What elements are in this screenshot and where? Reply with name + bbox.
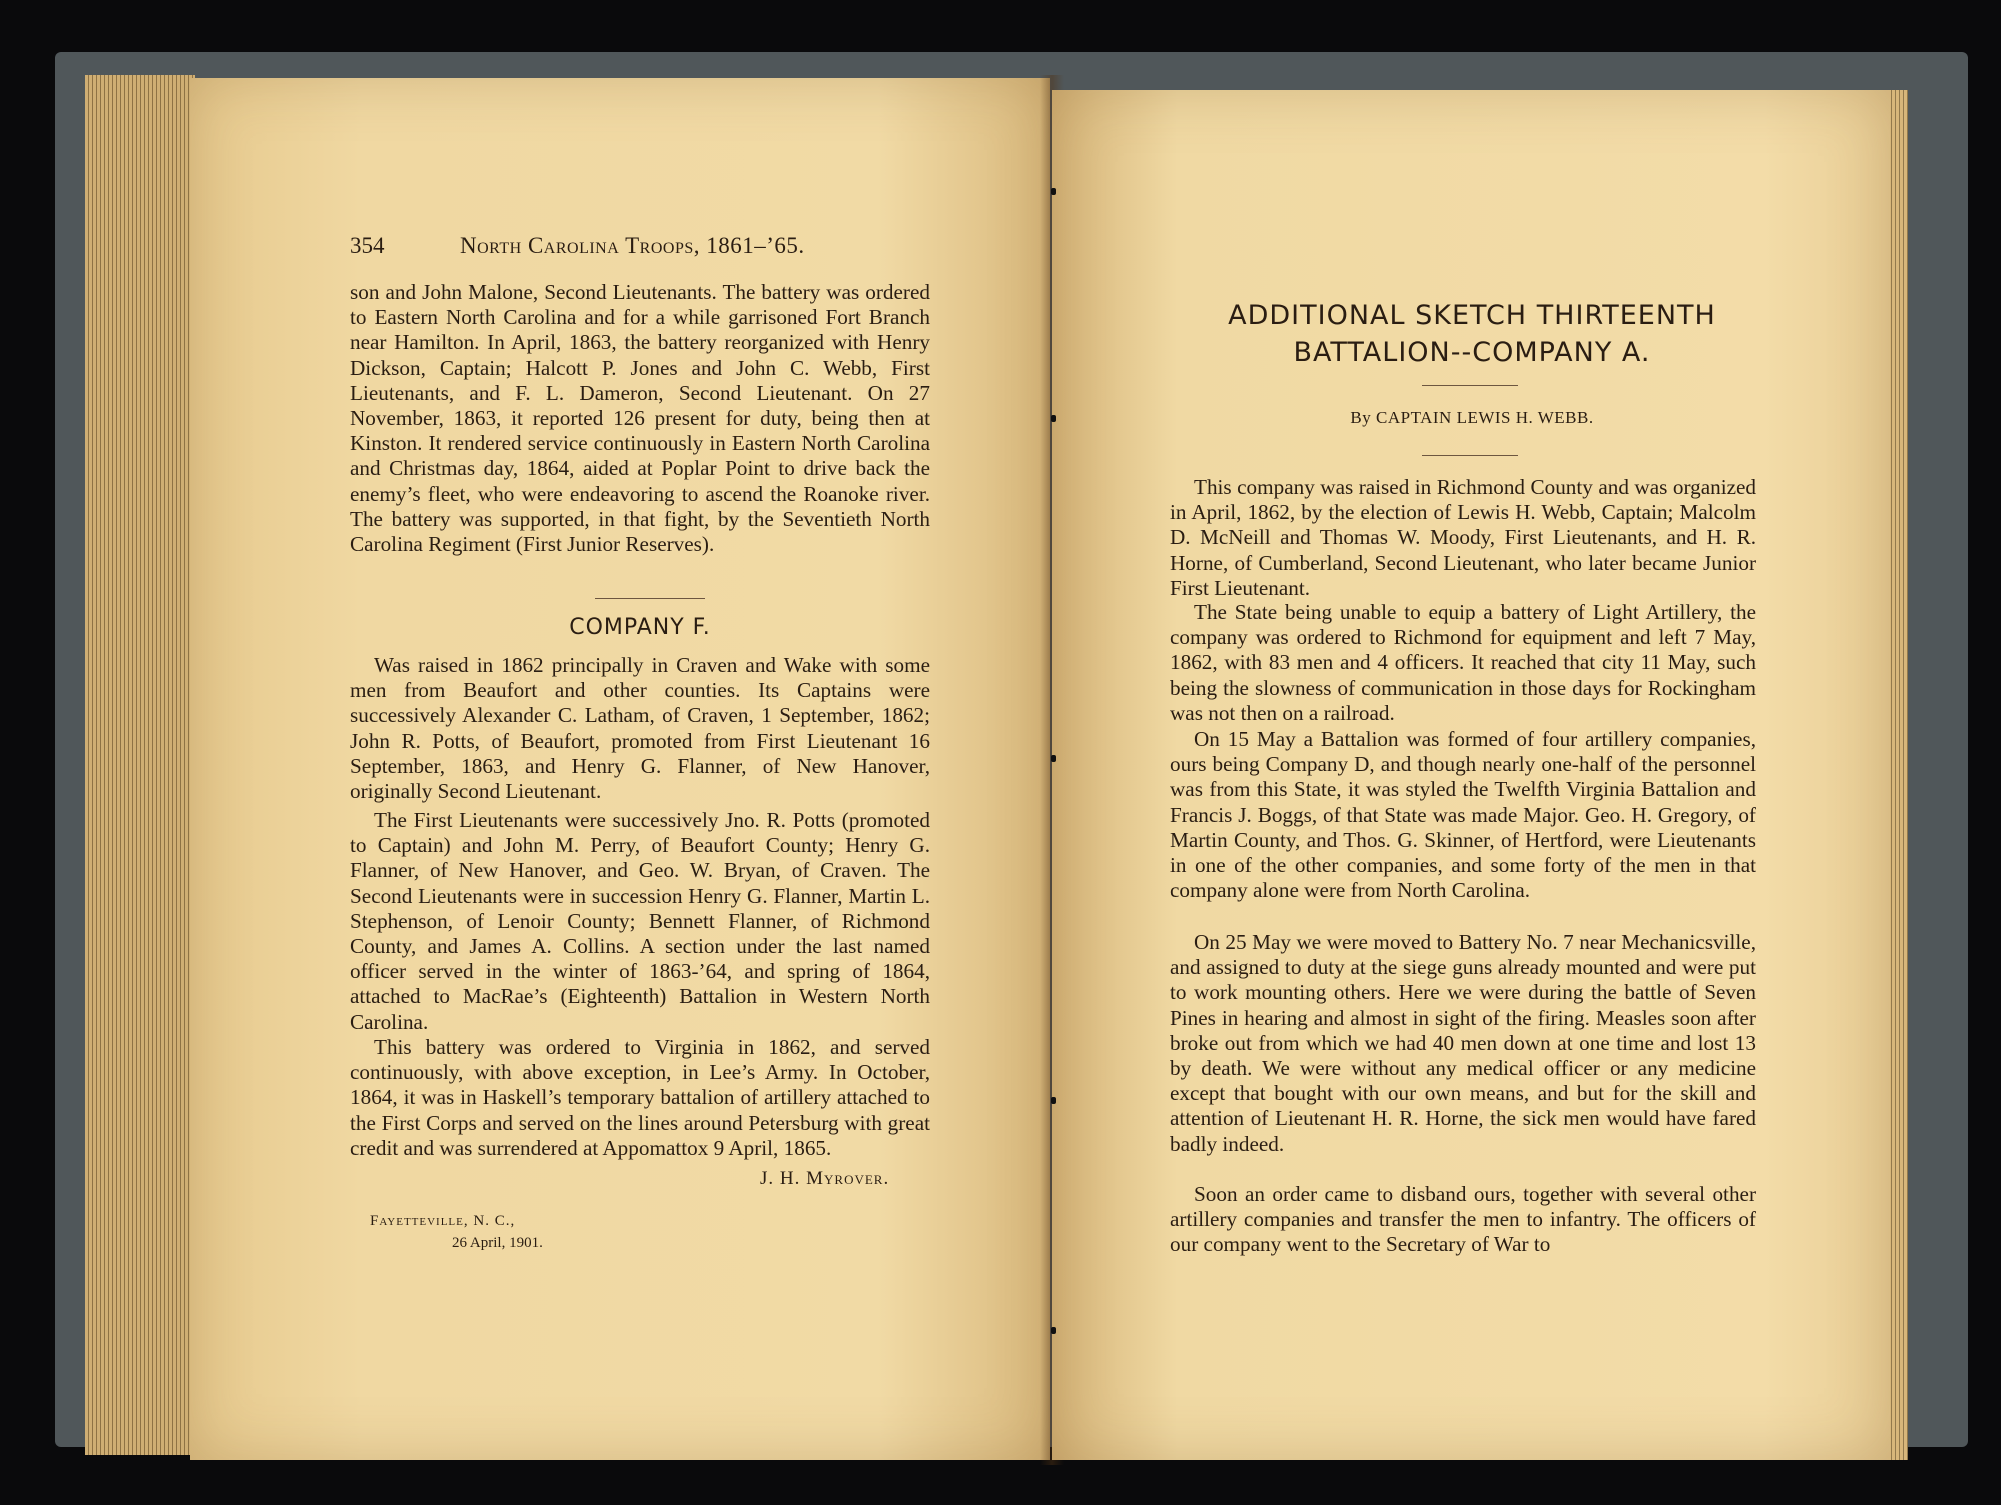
paragraph: The State being unable to equip a battery of Light Artillery, the company was ordered to Richmond for equipment and left 7 May, 1862, with 83 men and 4 officers. It reached that city 11 May, such being the slowness of communication in those days for Rockingham was not then on a railroad. (1170, 600, 1756, 725)
byline-divider (1422, 455, 1518, 456)
binding-mark (1051, 415, 1056, 422)
binding-mark (1051, 755, 1056, 762)
binding-mark (1051, 1327, 1056, 1334)
article-title-line1: ADDITIONAL SKETCH THIRTEENTH (1228, 300, 1716, 331)
left-page (190, 78, 1050, 1460)
paragraph: On 15 May a Battalion was formed of four artillery companies, ours being Company D, and though nearly one-half of the personnel was from this State, it was styled the Twelfth Virginia Battalion and Francis J. Boggs, of that State was made Major. Geo. H. Gregory, of Martin County, and Thos. G. Skinner, of Hertford, were Lieutenants in one of the other companies, and some forty of the men in that company alone were from North Carolina. (1170, 727, 1756, 903)
article-title-line2: BATTALION--COMPANY A. (1293, 337, 1651, 368)
right-page (1052, 90, 1890, 1460)
paragraph: Was raised in 1862 principally in Craven and Wake with some men from Beaufort and other counties. Its Captains were successively Alexander C. Latham, of Craven, 1 September, 1862; John R. Potts, of Beaufort, promoted from First Lieutenant 16 September, 1863, and Henry G. Flanner, of New Hanover, originally Second Lieutenant. (350, 653, 930, 804)
dateline (370, 1210, 543, 1254)
dateline-date: 26 April, 1901. (452, 1235, 543, 1251)
section-heading: COMPANY F. (569, 615, 711, 640)
page-number: 354 (350, 233, 385, 258)
binding-mark (1051, 1097, 1056, 1104)
byline: By CAPTAIN LEWIS H. WEBB. (1350, 408, 1594, 427)
running-head (350, 233, 1050, 273)
author-signature: J. H. Myrover. (760, 1168, 890, 1189)
dateline-place: Fayetteville, N. C., (370, 1213, 516, 1229)
paragraph: This battery was ordered to Virginia in 1862, and served continuously, with above exception, in Lee’s Army. In October, 1864, it was in Haskell’s temporary battalion of artillery attached to the First Corps and served on the lines around Petersburg with great credit and was surrendered at Appomattox 9 April, 1865. (350, 1035, 930, 1160)
paragraph: This company was raised in Richmond County and was organized in April, 1862, by the election of Lewis H. Webb, Captain; Malcolm D. McNeill and Thomas W. Moody, First Lieutenants, and H. R. Horne, of Cumberland, Second Lieutenant, who later became Junior First Lieutenant. (1170, 475, 1756, 600)
title-divider (1422, 385, 1518, 386)
running-title: North Carolina Troops, 1861–’65. (460, 233, 805, 258)
section-divider (595, 598, 705, 599)
page-edges-left (85, 75, 195, 1455)
paragraph: On 25 May we were moved to Battery No. 7 near Mechanicsville, and assigned to duty at the siege guns already mounted and were put to work mounting others. Here we were during the battle of Seven Pines in hearing and almost in sight of the firing. Measles soon after broke out from which we had 40 men down at one time and lost 13 by death. We were without any medical officer or any medicine except that bought with our own means, and but for the skill and attention of Lieutenant H. R. Horne, the sick men would have fared badly indeed. (1170, 930, 1756, 1156)
continuation-paragraph: son and John Malone, Second Lieutenants. The battery was ordered to Eastern North Carolina and for a while garrisoned Fort Branch near Hamilton. In April, 1863, the battery reorganized with Henry Dickson, Captain; Halcott P. Jones and John C. Webb, First Lieutenants, and F. L. Dameron, Second Lieutenant. On 27 November, 1863, it reported 126 present for duty, being then at Kinston. It rendered service continuously in Eastern North Carolina and Christmas day, 1864, aided at Poplar Point to drive back the enemy’s fleet, who were endeavoring to ascend the Roanoke river. The battery was supported, in that fight, by the Seventieth North Carolina Regiment (First Junior Reserves). (350, 280, 930, 557)
paragraph: Soon an order came to disband ours, together with several other artillery companies and transfer the men to infantry. The officers of our company went to the Secretary of War to (1170, 1182, 1756, 1257)
binding-mark (1051, 188, 1056, 195)
paragraph: The First Lieutenants were successively Jno. R. Potts (promoted to Captain) and John M. Perry, of Beaufort County; Henry G. Flanner, of New Hanover, and Geo. W. Bryan, of Craven. The Second Lieutenants were in succession Henry G. Flanner, Martin L. Stephenson, of Lenoir County; Bennett Flanner, of Richmond County, and James A. Collins. A section under the last named officer served in the winter of 1863-’64, and spring of 1864, attached to MacRae’s (Eighteenth) Battalion in Western North Carolina. (350, 808, 930, 1034)
